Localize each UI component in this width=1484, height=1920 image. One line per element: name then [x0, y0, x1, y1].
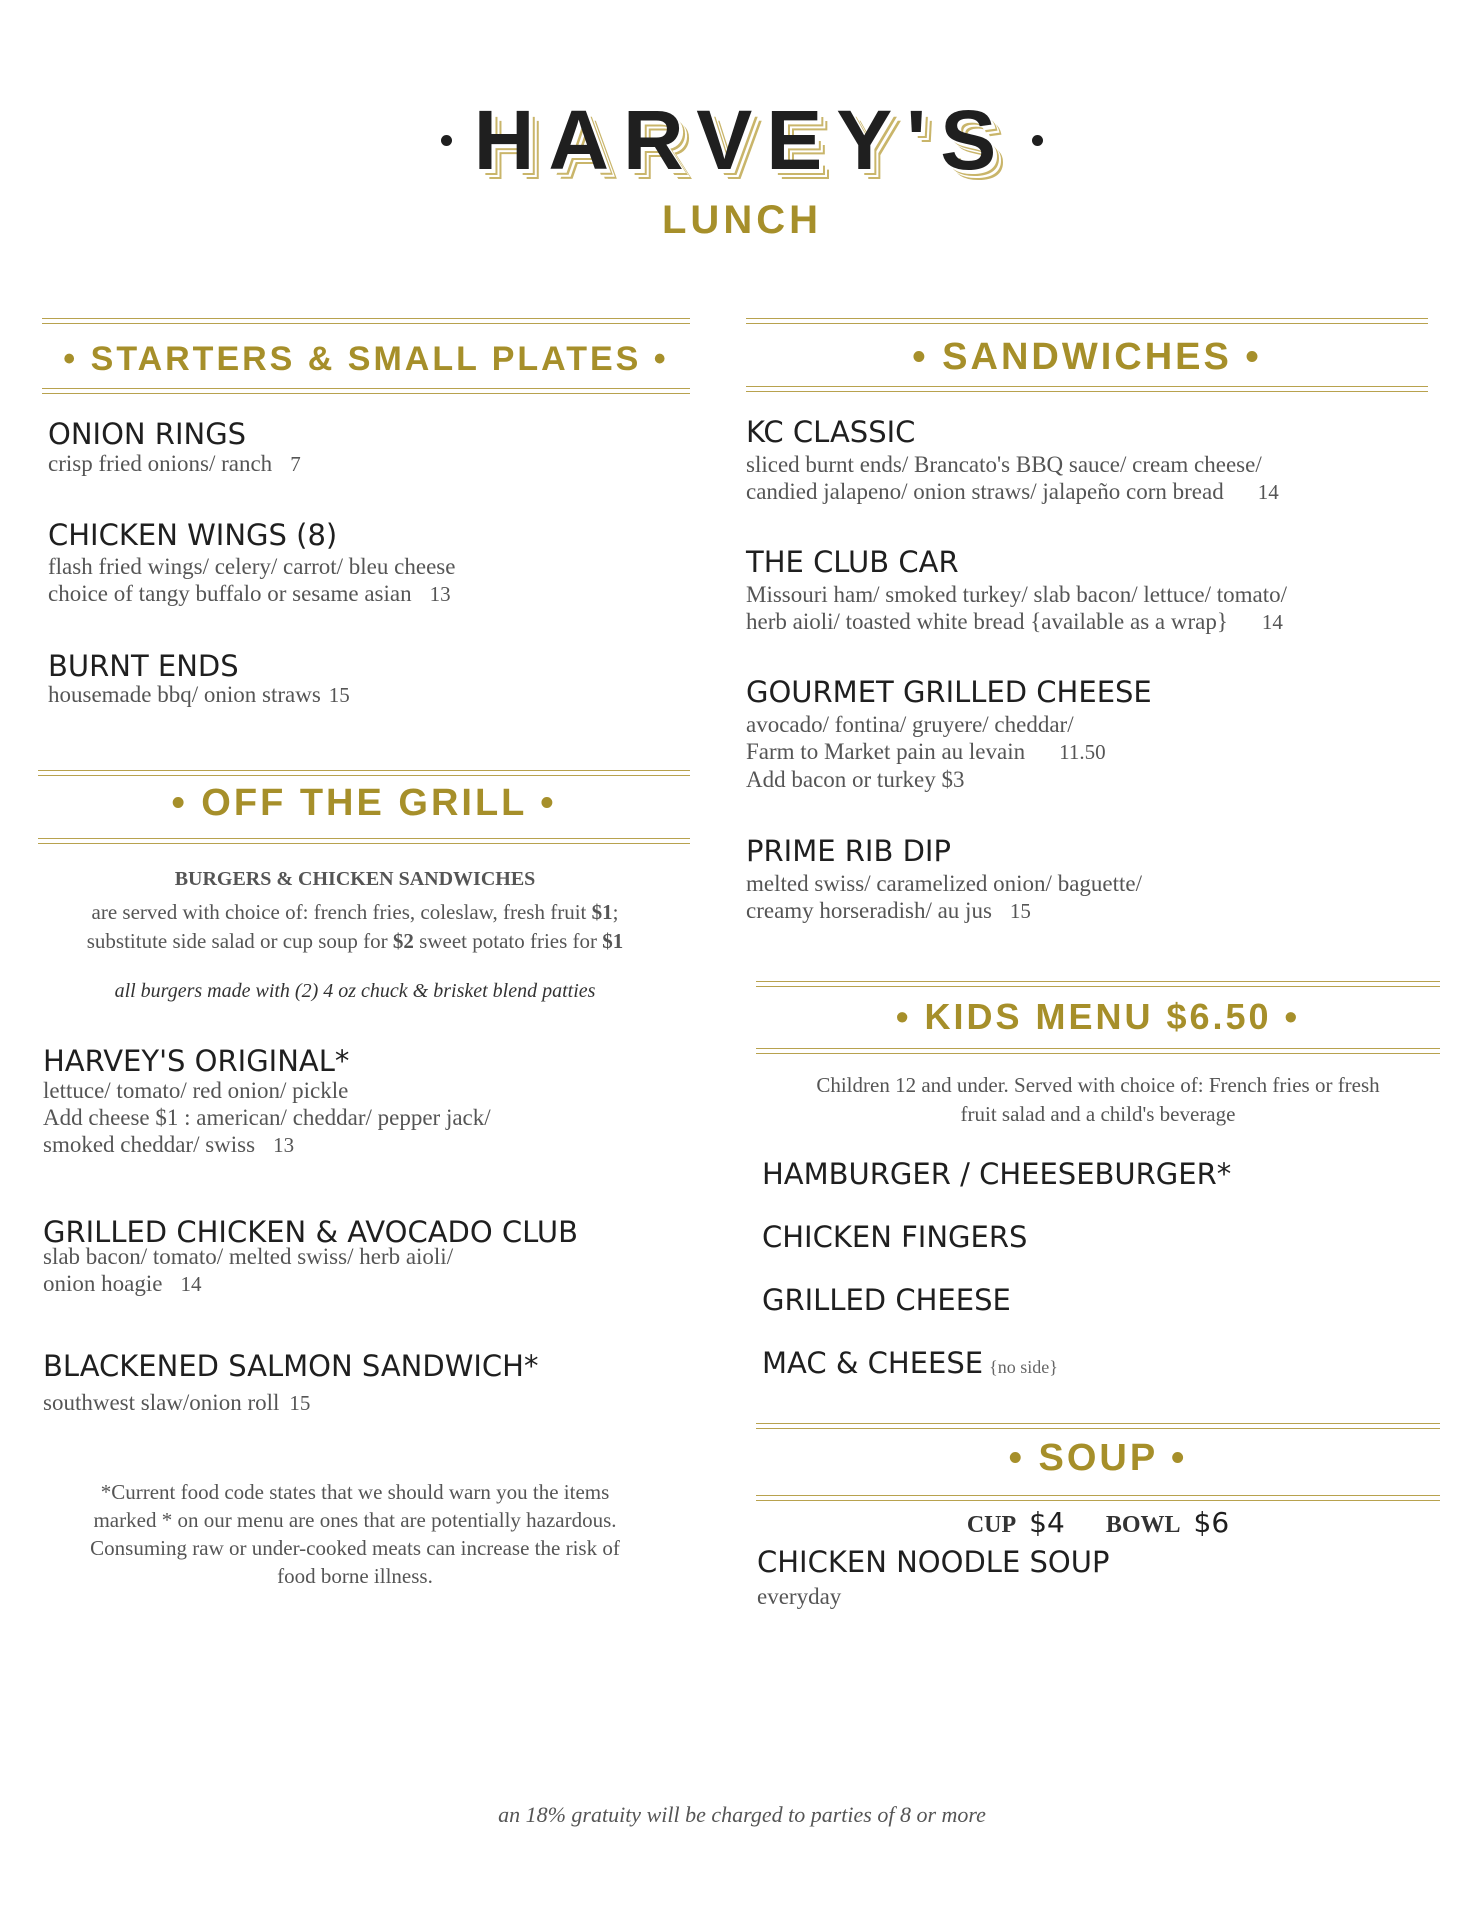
kids-note: Children 12 and under. Served with choice of: French fries or fresh fruit salad and a child's beverage [816, 1073, 1380, 1126]
item-name: HARVEY'S ORIGINAL* [43, 1044, 350, 1078]
logo-text: HARVEY'S [473, 93, 1011, 187]
item-name: CHICKEN NOODLE SOUP [757, 1545, 1110, 1579]
blend-note: all burgers made with (2) 4 oz chuck & brisket blend patties [114, 980, 596, 1002]
item-name: BURNT ENDS [48, 649, 239, 683]
item-price: 7 [290, 452, 301, 476]
item-desc: melted swiss/ caramelized onion/ baguette/ creamy horseradish/ au jus 15 [746, 871, 1142, 923]
item-desc: everyday [757, 1584, 842, 1609]
item-price: 14 [180, 1272, 202, 1296]
item-price: 11.50 [1059, 740, 1106, 764]
item-name: CHICKEN WINGS (8) [48, 518, 338, 552]
section-kids-header [756, 981, 1440, 1055]
kids-item: MAC & CHEESE {no side} [762, 1346, 1058, 1380]
menu-title: LUNCH [662, 198, 822, 242]
section-title: • STARTERS & SMALL PLATES • [63, 340, 669, 378]
section-starters-header [42, 318, 690, 398]
kids-item: HAMBURGER / CHEESEBURGER* [762, 1157, 1232, 1191]
section-title: • SANDWICHES • [912, 336, 1262, 378]
item-desc: sliced burnt ends/ Brancato's BBQ sauce/ cream cheese/ candied jalapeno/ onion straws/ jalapeño corn bread 14 [746, 452, 1279, 504]
item-name: GOURMET GRILLED CHEESE [746, 675, 1152, 709]
item-price: 13 [273, 1133, 295, 1157]
section-title: • OFF THE GRILL • [171, 782, 557, 824]
section-title: • SOUP • [1008, 1437, 1188, 1479]
section-title: • KIDS MENU $6.50 • [895, 996, 1301, 1037]
item-name: BLACKENED SALMON SANDWICH* [43, 1349, 539, 1383]
item-name: KC CLASSIC [746, 415, 916, 449]
soup-prices: CUP $4 BOWL $6 [966, 1506, 1230, 1539]
no-side-note: {no side} [989, 1357, 1058, 1377]
grill-note-title: BURGERS & CHICKEN SANDWICHES [174, 868, 536, 890]
item-desc: housemade bbq/ onion straws 15 [48, 682, 350, 707]
item-price: 13 [429, 582, 451, 606]
item-name: GRILLED CHICKEN & AVOCADO CLUB [43, 1215, 578, 1249]
item-price: 14 [1261, 610, 1283, 634]
logo-dot-left [441, 135, 452, 146]
item-desc: southwest slaw/onion roll 15 [43, 1390, 311, 1415]
logo-dot-right [1032, 135, 1043, 146]
item-price: 15 [289, 1391, 311, 1415]
section-sandwiches-header [746, 318, 1428, 398]
item-name: ONION RINGS [48, 417, 247, 451]
kids-item: GRILLED CHEESE [762, 1283, 1011, 1317]
item-desc: lettuce/ tomato/ red onion/ pickle Add cheese $1 : american/ cheddar/ pepper jack/ smoked cheddar/ swiss 13 [43, 1078, 491, 1157]
gratuity-note: an 18% gratuity will be charged to parties of 8 or more [498, 1802, 986, 1827]
food-code-warning: *Current food code states that we should warn you the items marked * on our menu are ones that are potentially hazardous. Consuming raw or under-cooked meats can increase the risk of food borne illness. [90, 1480, 620, 1588]
item-desc: flash fried wings/ celery/ carrot/ bleu cheese choice of tangy buffalo or sesame asian 13 [48, 554, 456, 606]
item-desc: avocado/ fontina/ gruyere/ cheddar/ Farm to Market pain au levain 11.50 Add bacon or turkey $3 [746, 712, 1106, 792]
logo [0, 92, 1484, 189]
item-name: PRIME RIB DIP [746, 834, 951, 868]
grill-sides-note: are served with choice of: french fries, coleslaw, fresh fruit $1; substitute side salad or cup soup for $2 sweet potato fries for $1 [86, 900, 624, 953]
kids-item: CHICKEN FINGERS [762, 1220, 1028, 1254]
section-soup-header [756, 1423, 1440, 1503]
item-price: 14 [1257, 480, 1279, 504]
item-desc: crisp fried onions/ ranch 7 [48, 451, 301, 476]
item-desc: slab bacon/ tomato/ melted swiss/ herb aioli/ onion hoagie 14 [43, 1244, 454, 1296]
item-desc: Missouri ham/ smoked turkey/ slab bacon/ lettuce/ tomato/ herb aioli/ toasted white bread {available as a wrap} 14 [746, 582, 1288, 634]
item-name: THE CLUB CAR [746, 545, 959, 579]
item-price: 15 [1009, 899, 1031, 923]
section-grill-header [38, 770, 690, 850]
item-price: 15 [328, 683, 350, 707]
